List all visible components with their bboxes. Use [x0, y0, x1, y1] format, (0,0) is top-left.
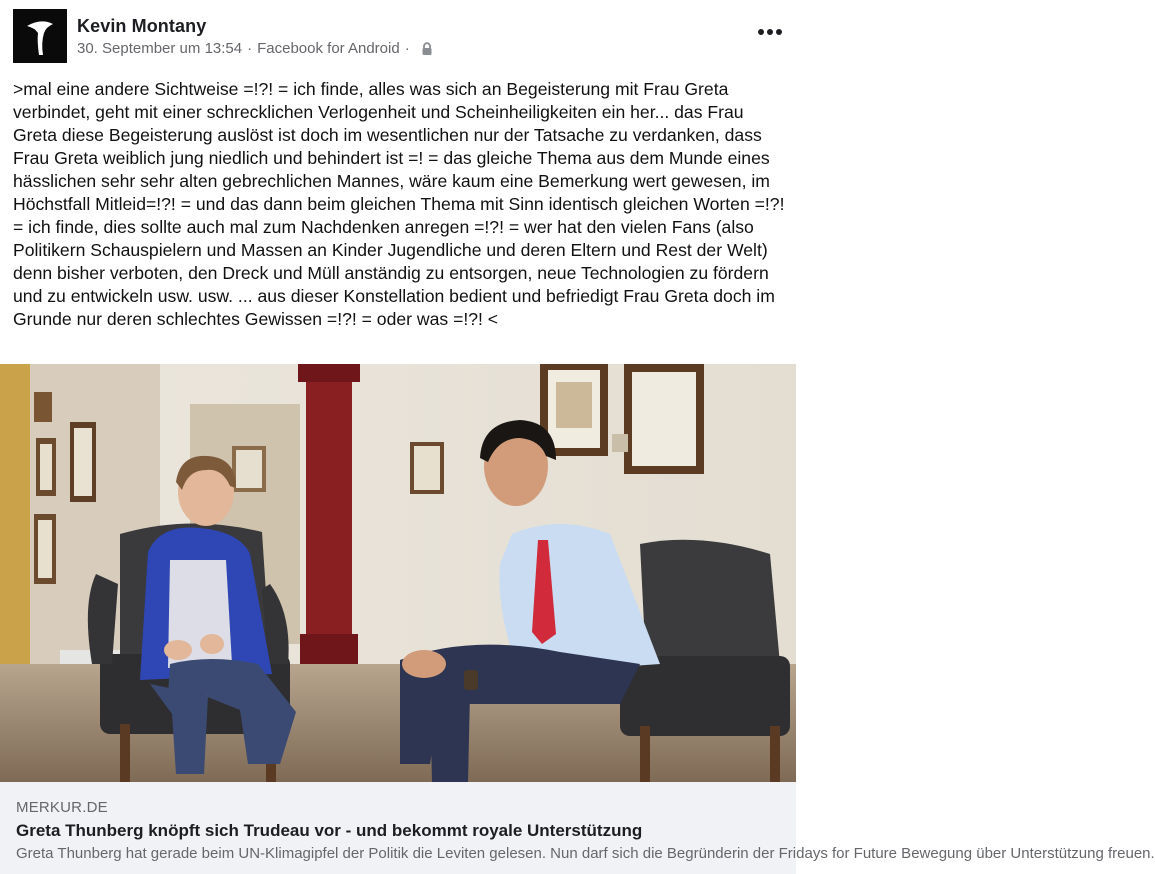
- more-dot: [767, 29, 773, 35]
- link-preview-card[interactable]: [0, 364, 1155, 874]
- meta-separator: ·: [247, 40, 253, 57]
- post-source: Facebook for Android: [257, 40, 400, 57]
- link-preview-image[interactable]: [0, 364, 796, 782]
- post-meta: [77, 40, 433, 57]
- avatar-logo-icon: [13, 9, 67, 63]
- preview-photo: [0, 364, 796, 782]
- lock-icon[interactable]: [421, 42, 433, 56]
- meta-separator: ·: [404, 40, 410, 57]
- link-title[interactable]: Greta Thunberg knöpft sich Trudeau vor - und bekommt royale Unterstützung: [16, 821, 643, 840]
- post-header: [0, 0, 796, 72]
- more-dot: [776, 29, 782, 35]
- link-description: Greta Thunberg hat gerade beim UN-Klimagipfel der Politik die Leviten gelesen. Nun darf sich die Begründerin der Fridays for Future Bewegung über Unterstützung freuen.: [16, 845, 1155, 862]
- link-domain: MERKUR.DE: [16, 799, 108, 816]
- author-avatar[interactable]: [13, 9, 67, 63]
- link-preview-info[interactable]: [0, 782, 1155, 874]
- more-options-button[interactable]: [756, 20, 784, 44]
- author-name[interactable]: Kevin Montany: [77, 16, 207, 36]
- post-text: >mal eine andere Sichtweise =!?! = ich finde, alles was sich an Begeisterung mit Frau Greta verbindet, geht mit einer schrecklichen Verlogenheit und Scheinheiligkeiten ein her... das Frau Greta diese Begeisterung auslöst ist doch im wesentlichen nur der Tatsache zu verdanken, dass Frau Greta weiblich jung niedlich und behindert ist =! = das gleiche Thema aus dem Munde eines hässlichen sehr sehr alten gebrechlichen Mannes, wäre kaum eine Bemerkung wert gewesen, im Höchstfall Mitleid=!?! = und das dann beim gleichen Thema mit Sinn identisch gleichen Worten =!?! = ich finde, dies sollte auch mal zum Nachdenken anregen =!?! = wer hat den vielen Fans (also Politikern Schauspielern und Massen an Kinder Jugendliche und deren Eltern und Rest der Welt) denn bisher verboten, den Dreck und Müll anständig zu entsorgen, neue Technologien zu fördern und zu entwickeln usw. usw. ... aus dieser Konstellation bedient und befriedigt Frau Greta doch im Grunde nur deren schlechtes Gewissen =!?! = oder was =!?! <: [13, 79, 785, 329]
- post-timestamp[interactable]: 30. September um 13:54: [77, 40, 243, 57]
- more-dots-icon: [758, 29, 764, 35]
